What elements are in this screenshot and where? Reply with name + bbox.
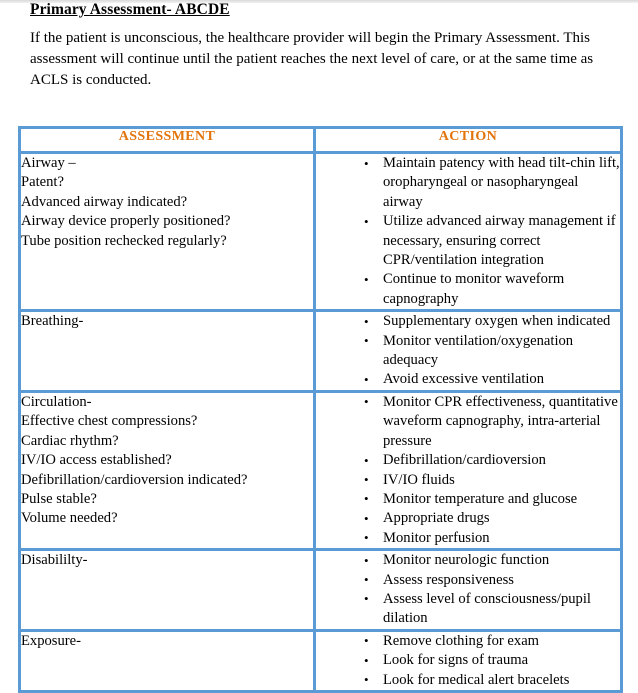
assessment-line: Patent? <box>21 174 64 191</box>
table-row <box>20 550 622 631</box>
action-item: • Monitor CPR effectiveness, quantitative waveform capnography, intra-arterial pressure <box>364 393 620 451</box>
page-title: Primary Assessment- ABCDE <box>30 1 230 18</box>
primary-assessment-table <box>18 126 623 693</box>
assessment-line: Breathing- <box>21 313 84 330</box>
action-cell-disability <box>315 550 622 631</box>
assessment-line: Cardiac rhythm? <box>21 432 119 449</box>
assessment-line: Defibrillation/cardioversion indicated? <box>21 471 248 488</box>
action-list <box>316 551 620 629</box>
assessment-line: Effective chest compressions? <box>21 413 198 430</box>
action-list <box>316 154 620 309</box>
column-header-action: ACTION <box>315 128 622 153</box>
action-list <box>316 632 620 690</box>
assessment-cell-disability <box>20 550 315 631</box>
action-list <box>316 312 620 390</box>
table-row <box>20 153 622 311</box>
action-item: • Assess responsiveness <box>364 571 620 590</box>
action-item: • Monitor perfusion <box>364 529 620 548</box>
assessment-line: Airway – <box>21 155 76 171</box>
assessment-line: Airway device properly positioned? <box>21 213 231 230</box>
action-item: • Continue to monitor waveform capnography <box>364 270 620 309</box>
assessment-cell-breathing <box>20 311 315 392</box>
action-cell-breathing <box>315 311 622 392</box>
assessment-cell-exposure <box>20 630 315 691</box>
table-row <box>20 391 622 549</box>
action-item: • Monitor temperature and glucose <box>364 490 620 509</box>
assessment-line: IV/IO access established? <box>21 452 172 469</box>
action-cell-airway <box>315 153 622 311</box>
table-row <box>20 630 622 691</box>
action-item: • Monitor neurologic function <box>364 551 620 570</box>
action-item: • Assess level of consciousness/pupil dilation <box>364 590 620 629</box>
action-item: • Avoid excessive ventilation <box>364 370 620 389</box>
action-item: • Look for medical alert bracelets <box>364 671 620 690</box>
assessment-line: Exposure- <box>21 632 81 649</box>
assessment-cell-airway <box>20 153 315 311</box>
action-cell-exposure <box>315 630 622 691</box>
assessment-line: Tube position rechecked regularly? <box>21 232 227 249</box>
action-item: • Monitor ventilation/oxygenation adequacy <box>364 332 620 371</box>
assessment-line: Volume needed? <box>21 510 118 527</box>
assessment-line: Circulation- <box>21 393 92 410</box>
action-item: • Remove clothing for exam <box>364 632 620 651</box>
action-item: • Look for signs of trauma <box>364 651 620 670</box>
assessment-line: Pulse stable? <box>21 490 97 507</box>
action-item: • Supplementary oxygen when indicated <box>364 312 620 331</box>
action-item: • Defibrillation/cardioversion <box>364 451 620 470</box>
action-item: • Appropriate drugs <box>364 509 620 528</box>
assessment-cell-circulation <box>20 391 315 549</box>
intro-paragraph: If the patient is unconscious, the healthcare provider will begin the Primary Assessment. This assessment will continue until the patient reaches the next level of care, or at the same time as ACLS is conducted. <box>30 30 594 88</box>
action-cell-circulation <box>315 391 622 549</box>
table-row <box>20 311 622 392</box>
action-item: • IV/IO fluids <box>364 471 620 490</box>
action-item: • Utilize advanced airway management if necessary, ensuring correct CPR/ventilation integration <box>364 212 620 270</box>
action-list <box>316 393 620 548</box>
action-item: • Maintain patency with head tilt-chin lift, oropharyngeal or nasopharyngeal airway <box>364 154 620 212</box>
column-header-assessment: ASSESSMENT <box>20 128 315 153</box>
table-header-row <box>20 128 622 153</box>
assessment-line: Disabililty- <box>21 552 88 569</box>
assessment-line: Advanced airway indicated? <box>21 193 188 210</box>
